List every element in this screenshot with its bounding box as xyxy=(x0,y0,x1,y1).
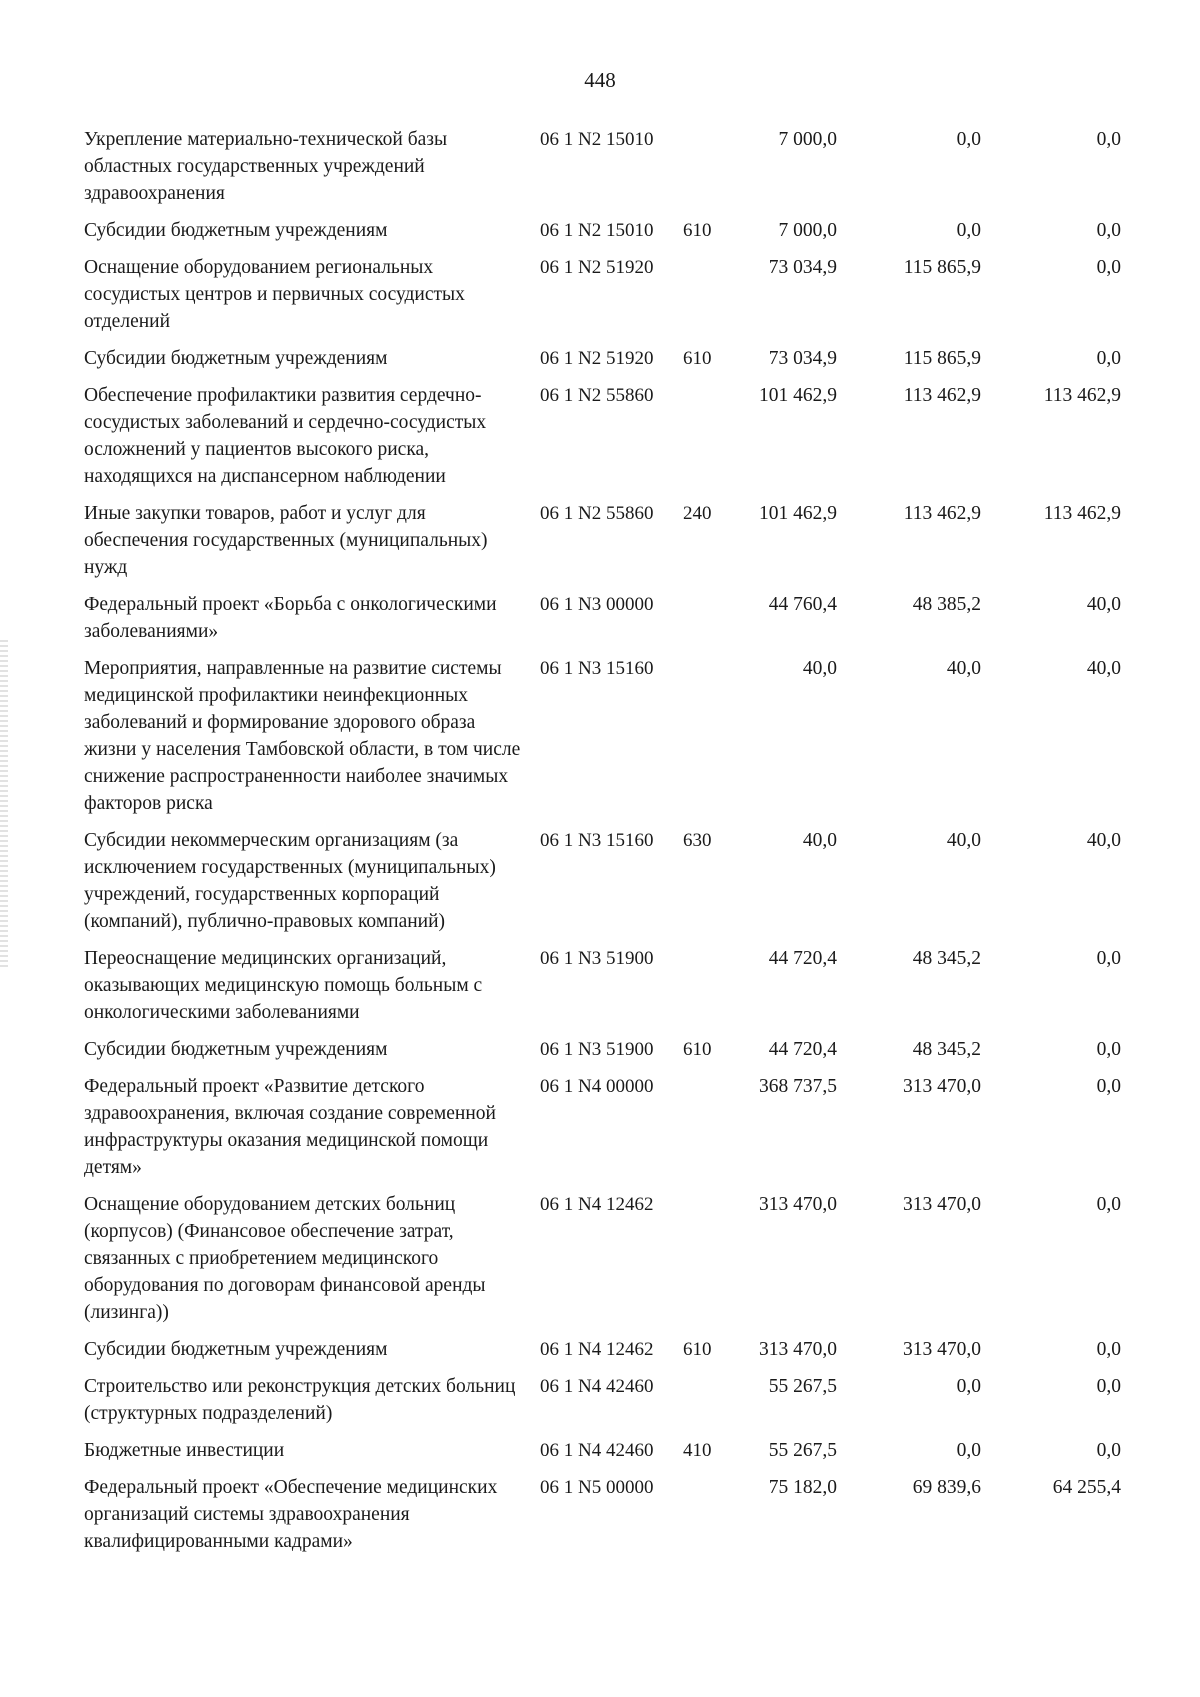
row-expense-type: 240 xyxy=(683,503,712,524)
row-amount-year-2: 0,0 xyxy=(956,220,981,241)
row-amount-year-2: 113 462,9 xyxy=(903,385,981,406)
row-amount-year-1: 44 720,4 xyxy=(768,1039,837,1060)
table-row xyxy=(84,126,1164,217)
row-amount-year-2: 48 345,2 xyxy=(912,1039,981,1060)
row-code: 06 1 N3 00000 xyxy=(540,594,654,615)
row-amount-year-1: 368 737,5 xyxy=(759,1076,837,1097)
row-expense-type: 410 xyxy=(683,1440,712,1461)
row-amount-year-2: 40,0 xyxy=(946,658,981,679)
table-row xyxy=(84,1073,1164,1191)
row-name: Мероприятия, направленные на развитие системы медицинской профилактики неинфекционных заболеваний и формирование здорового образа жизни у населения Тамбовской области, в том числе снижение распространенности наиболее значимых факторов риска xyxy=(84,658,521,814)
row-amount-year-1: 7 000,0 xyxy=(778,129,837,150)
page-number: 448 xyxy=(584,68,616,92)
row-name: Оснащение оборудованием детских больниц (корпусов) (Финансовое обеспечение затрат, связанных с приобретением медицинского оборудования по договорам финансовой аренды (лизинга)) xyxy=(84,1194,486,1323)
row-expense-type: 630 xyxy=(683,830,712,851)
table-row xyxy=(84,1336,1164,1373)
row-name: Строительство или реконструкция детских больниц (структурных подразделений) xyxy=(84,1376,516,1424)
row-amount-year-3: 0,0 xyxy=(1096,1076,1121,1097)
row-amount-year-3: 0,0 xyxy=(1096,1039,1121,1060)
row-amount-year-1: 44 720,4 xyxy=(768,948,837,969)
row-amount-year-3: 40,0 xyxy=(1086,830,1121,851)
row-amount-year-1: 75 182,0 xyxy=(768,1477,837,1498)
row-amount-year-3: 0,0 xyxy=(1096,129,1121,150)
table-row xyxy=(84,591,1164,655)
row-code: 06 1 N5 00000 xyxy=(540,1477,654,1498)
row-expense-type: 610 xyxy=(683,1339,712,1360)
row-amount-year-3: 0,0 xyxy=(1096,1339,1121,1360)
row-amount-year-1: 40,0 xyxy=(802,830,837,851)
row-code: 06 1 N2 51920 xyxy=(540,257,654,278)
row-amount-year-1: 73 034,9 xyxy=(768,257,837,278)
table-row xyxy=(84,217,1164,254)
row-amount-year-1: 44 760,4 xyxy=(768,594,837,615)
row-amount-year-1: 40,0 xyxy=(802,658,837,679)
table-row xyxy=(84,382,1164,500)
row-amount-year-3: 40,0 xyxy=(1086,658,1121,679)
scan-edge-artifact xyxy=(0,640,8,970)
row-name: Переоснащение медицинских организаций, оказывающих медицинскую помощь больным с онкологическими заболеваниями xyxy=(84,948,483,1023)
table-row xyxy=(84,1474,1164,1565)
row-amount-year-1: 313 470,0 xyxy=(759,1339,837,1360)
row-name: Оснащение оборудованием региональных сосудистых центров и первичных сосудистых отделений xyxy=(84,257,465,332)
row-amount-year-3: 113 462,9 xyxy=(1043,503,1121,524)
table-row xyxy=(84,1437,1164,1474)
row-amount-year-3: 0,0 xyxy=(1096,220,1121,241)
row-amount-year-1: 55 267,5 xyxy=(768,1376,837,1397)
row-code: 06 1 N2 55860 xyxy=(540,503,654,524)
row-name: Субсидии бюджетным учреждениям xyxy=(84,1039,388,1060)
row-amount-year-2: 48 385,2 xyxy=(912,594,981,615)
row-name: Укрепление материально-технической базы областных государственных учреждений здравоохранения xyxy=(84,129,448,204)
row-amount-year-3: 0,0 xyxy=(1096,1440,1121,1461)
row-name: Федеральный проект «Обеспечение медицинских организаций системы здравоохранения квалифицированными кадрами» xyxy=(84,1477,498,1552)
row-amount-year-2: 313 470,0 xyxy=(903,1339,981,1360)
row-code: 06 1 N3 15160 xyxy=(540,830,654,851)
row-amount-year-1: 55 267,5 xyxy=(768,1440,837,1461)
row-amount-year-3: 0,0 xyxy=(1096,948,1121,969)
table-row xyxy=(84,1373,1164,1437)
row-expense-type: 610 xyxy=(683,220,712,241)
row-amount-year-2: 113 462,9 xyxy=(903,503,981,524)
table-row xyxy=(84,345,1164,382)
row-code: 06 1 N4 42460 xyxy=(540,1440,654,1461)
row-amount-year-2: 313 470,0 xyxy=(903,1076,981,1097)
row-amount-year-1: 7 000,0 xyxy=(778,220,837,241)
table-row xyxy=(84,500,1164,591)
row-code: 06 1 N4 42460 xyxy=(540,1376,654,1397)
row-name: Иные закупки товаров, работ и услуг для обеспечения государственных (муниципальных) нужд xyxy=(84,503,488,578)
row-code: 06 1 N2 55860 xyxy=(540,385,654,406)
table-row xyxy=(84,254,1164,345)
row-amount-year-3: 0,0 xyxy=(1096,1376,1121,1397)
row-name: Обеспечение профилактики развития сердечно-сосудистых заболеваний и сердечно-сосудистых осложнений у пациентов высокого риска, находящихся на диспансерном наблюдении xyxy=(84,385,487,487)
row-name: Федеральный проект «Борьба с онкологическими заболеваниями» xyxy=(84,594,497,642)
row-amount-year-3: 0,0 xyxy=(1096,1194,1121,1215)
row-name: Субсидии бюджетным учреждениям xyxy=(84,220,388,241)
row-amount-year-3: 0,0 xyxy=(1096,348,1121,369)
row-name: Субсидии бюджетным учреждениям xyxy=(84,348,388,369)
row-amount-year-2: 69 839,6 xyxy=(912,1477,981,1498)
row-amount-year-1: 101 462,9 xyxy=(759,503,837,524)
table-row xyxy=(84,1036,1164,1073)
row-code: 06 1 N3 15160 xyxy=(540,658,654,679)
row-code: 06 1 N4 00000 xyxy=(540,1076,654,1097)
table-row xyxy=(84,1191,1164,1336)
row-amount-year-2: 48 345,2 xyxy=(912,948,981,969)
row-code: 06 1 N2 15010 xyxy=(540,220,654,241)
row-amount-year-1: 101 462,9 xyxy=(759,385,837,406)
row-amount-year-2: 0,0 xyxy=(956,129,981,150)
row-expense-type: 610 xyxy=(683,348,712,369)
row-name: Субсидии некоммерческим организациям (за исключением государственных (муниципальных) учреждений, государственных корпораций (компаний), публично-правовых компаний) xyxy=(84,830,496,932)
row-name: Субсидии бюджетным учреждениям xyxy=(84,1339,388,1360)
row-code: 06 1 N2 51920 xyxy=(540,348,654,369)
row-amount-year-2: 40,0 xyxy=(946,830,981,851)
row-code: 06 1 N3 51900 xyxy=(540,948,654,969)
row-amount-year-1: 73 034,9 xyxy=(768,348,837,369)
table-row xyxy=(84,827,1164,945)
row-amount-year-2: 115 865,9 xyxy=(903,348,981,369)
row-code: 06 1 N2 15010 xyxy=(540,129,654,150)
row-amount-year-1: 313 470,0 xyxy=(759,1194,837,1215)
row-code: 06 1 N4 12462 xyxy=(540,1339,654,1360)
row-amount-year-2: 115 865,9 xyxy=(903,257,981,278)
row-amount-year-3: 0,0 xyxy=(1096,257,1121,278)
table-row xyxy=(84,945,1164,1036)
row-amount-year-3: 40,0 xyxy=(1086,594,1121,615)
row-amount-year-2: 0,0 xyxy=(956,1440,981,1461)
row-name: Федеральный проект «Развитие детского здравоохранения, включая создание современной инфраструктуры оказания медицинской помощи детям» xyxy=(84,1076,496,1178)
row-code: 06 1 N3 51900 xyxy=(540,1039,654,1060)
row-amount-year-3: 64 255,4 xyxy=(1052,1477,1121,1498)
row-expense-type: 610 xyxy=(683,1039,712,1060)
row-amount-year-3: 113 462,9 xyxy=(1043,385,1121,406)
row-amount-year-2: 313 470,0 xyxy=(903,1194,981,1215)
row-amount-year-2: 0,0 xyxy=(956,1376,981,1397)
row-name: Бюджетные инвестиции xyxy=(84,1440,285,1461)
row-code: 06 1 N4 12462 xyxy=(540,1194,654,1215)
budget-table xyxy=(84,126,1164,1565)
table-row xyxy=(84,655,1164,827)
